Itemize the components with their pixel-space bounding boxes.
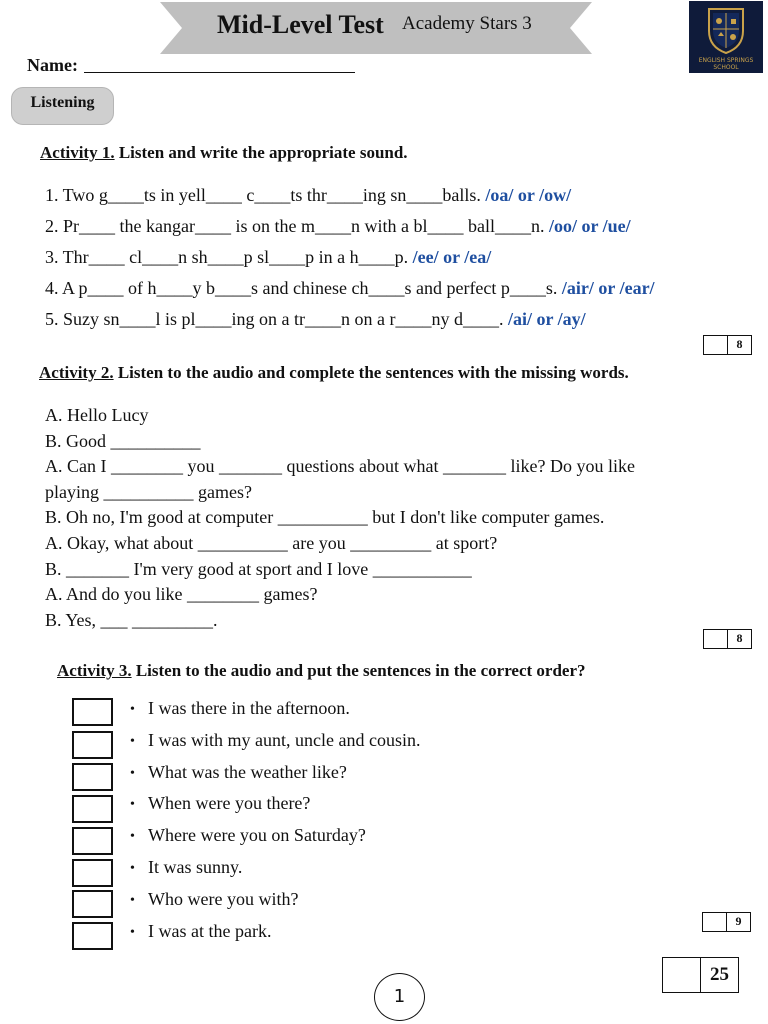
score-blank[interactable] xyxy=(704,336,728,354)
school-logo xyxy=(689,1,763,73)
activity-2-heading xyxy=(39,363,629,383)
bullet: • xyxy=(130,734,135,749)
order-checkbox[interactable] xyxy=(72,859,113,887)
activity-3-heading xyxy=(57,661,586,681)
score-points: 8 xyxy=(736,631,743,645)
activity-3-number: Activity 3. xyxy=(57,661,132,680)
bullet: • xyxy=(130,861,135,876)
dialogue-line: B. Oh no, I'm good at computer __________ but I don't like computer games. xyxy=(45,507,605,527)
activity-3-score-box[interactable] xyxy=(702,912,751,932)
order-checkbox[interactable] xyxy=(72,827,113,855)
sentence: 2. Pr____ the kangar____ is on the m____n with a bl____ ball____n. xyxy=(45,216,545,236)
order-item: I was with my aunt, uncle and cousin. xyxy=(148,730,421,750)
name-write-line[interactable] xyxy=(84,72,355,73)
logo-text: ENGLISH SPRINGS SCHOOL xyxy=(698,57,754,71)
dialogue-line: A. Hello Lucy xyxy=(45,405,149,425)
sound-options: /ai/ or /ay/ xyxy=(507,309,586,329)
section-label: Listening xyxy=(30,94,95,111)
activity-1-line xyxy=(45,278,655,299)
sound-options: /oa/ or /ow/ xyxy=(485,185,572,205)
order-checkbox[interactable] xyxy=(72,795,113,823)
name-label: Name: xyxy=(27,55,78,75)
order-item: What was the weather like? xyxy=(148,762,347,782)
dialogue-line: A. Can I ________ you _______ questions about what _______ like? Do you like xyxy=(45,456,635,476)
dialogue-line: B. Yes, ___ _________. xyxy=(45,610,218,630)
order-item: Who were you with? xyxy=(148,889,299,909)
score-blank[interactable] xyxy=(703,913,727,931)
bullet: • xyxy=(130,702,135,717)
order-checkbox[interactable] xyxy=(72,763,113,791)
page-number: 1 xyxy=(374,973,425,1021)
sound-options: /air/ or /ear/ xyxy=(561,278,655,298)
bullet: • xyxy=(130,766,135,781)
order-item: When were you there? xyxy=(148,793,311,813)
activity-1-score-box[interactable] xyxy=(703,335,752,355)
dialogue-line: A. And do you like ________ games? xyxy=(45,584,318,604)
sentence: 4. A p____ of h____y b____s and chinese ch____s and perfect p____s. xyxy=(45,278,558,298)
dialogue-line: playing __________ games? xyxy=(45,482,252,502)
sentence: 5. Suzy sn____l is pl____ing on a tr____n on a r____ny d____. xyxy=(45,309,504,329)
sentence: 1. Two g____ts in yell____ c____ts thr____ing sn____balls. xyxy=(45,185,481,205)
total-score-box[interactable] xyxy=(662,957,739,993)
order-item: Where were you on Saturday? xyxy=(148,825,366,845)
activity-2-score-box[interactable] xyxy=(703,629,752,649)
total-score-points: 25 xyxy=(710,964,729,985)
test-title: Mid-Level Test xyxy=(217,10,384,39)
activity-2-number: Activity 2. xyxy=(39,363,114,382)
dialogue-line: B. Good __________ xyxy=(45,431,201,451)
activity-1-line xyxy=(45,216,631,237)
activity-1-line xyxy=(45,309,586,330)
sound-options: /oo/ or /ue/ xyxy=(548,216,631,236)
activity-1-number: Activity 1. xyxy=(40,143,115,162)
bullet: • xyxy=(130,925,135,940)
sound-options: /ee/ or /ea/ xyxy=(412,247,492,267)
score-points: 9 xyxy=(735,914,742,928)
test-subtitle: Academy Stars 3 xyxy=(402,13,532,34)
order-item: I was there in the afternoon. xyxy=(148,698,350,718)
score-blank[interactable] xyxy=(704,630,728,648)
order-checkbox[interactable] xyxy=(72,890,113,918)
activity-2-instruction: Listen to the audio and complete the sentences with the missing words. xyxy=(113,363,629,382)
dialogue-line: B. _______ I'm very good at sport and I love ___________ xyxy=(45,559,472,579)
bullet: • xyxy=(130,797,135,812)
score-points: 8 xyxy=(736,337,743,351)
bullet: • xyxy=(130,893,135,908)
order-item: It was sunny. xyxy=(148,857,243,877)
activity-1-instruction: Listen and write the appropriate sound. xyxy=(114,143,408,162)
total-score-blank[interactable] xyxy=(663,958,701,992)
activity-3-instruction: Listen to the audio and put the sentences in the correct order? xyxy=(131,661,586,680)
order-item: I was at the park. xyxy=(148,921,272,941)
activity-1-line xyxy=(45,247,491,268)
activity-1-line xyxy=(45,185,571,206)
order-checkbox[interactable] xyxy=(72,731,113,759)
order-checkbox[interactable] xyxy=(72,698,113,726)
sentence: 3. Thr____ cl____n sh____p sl____p in a h____p. xyxy=(45,247,409,267)
activity-1-heading xyxy=(40,143,408,163)
bullet: • xyxy=(130,829,135,844)
dialogue-line: A. Okay, what about __________ are you _________ at sport? xyxy=(45,533,498,553)
order-checkbox[interactable] xyxy=(72,922,113,950)
